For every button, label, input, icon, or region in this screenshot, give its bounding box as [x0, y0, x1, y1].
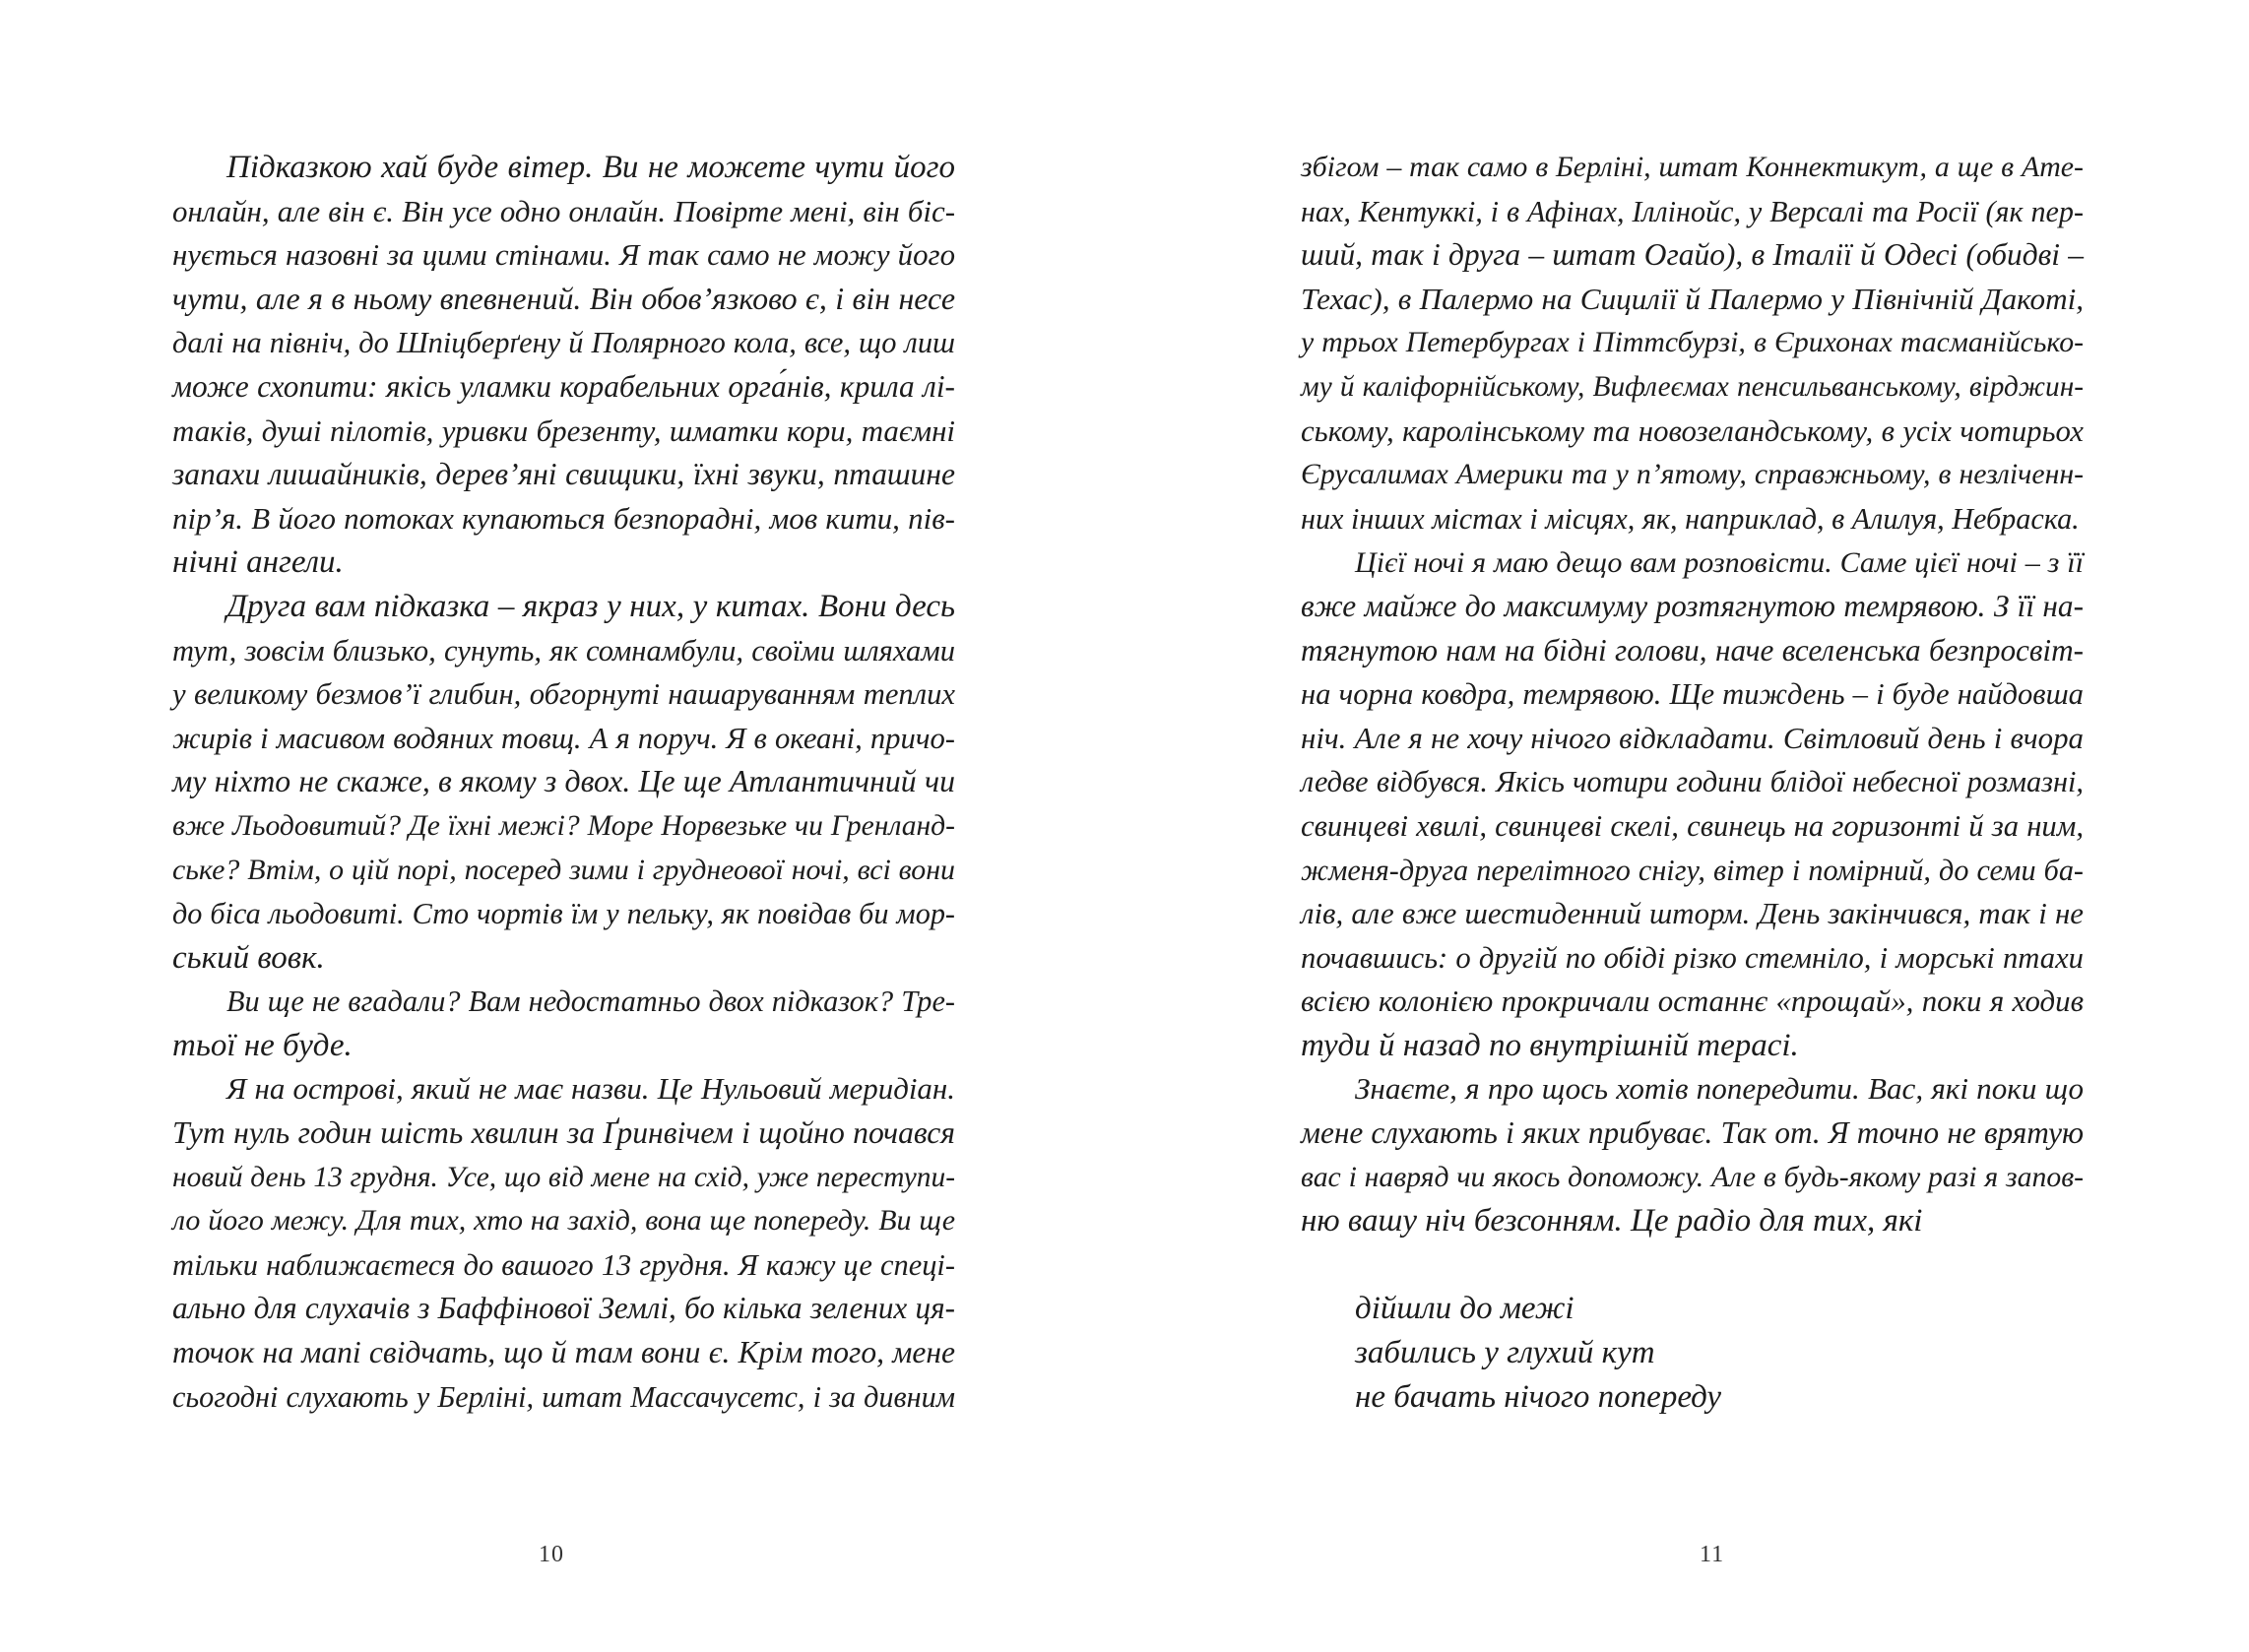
text-line: вже майже до максимуму розтягнутою темрявою. З її на- — [1301, 588, 2084, 623]
verse-spacer — [1301, 1243, 2084, 1288]
text-line: жменя-друга перелітного снігу, вітер і помірний, до семи ба- — [1301, 853, 2084, 887]
text-line: туди й назад по внутрішній терасі. — [1301, 1027, 1799, 1063]
text-line: Тут нуль годин шість хвилин за Ґринвічем і щойно почався — [172, 1115, 955, 1151]
text-line: збігом – так само в Берліні, штат Коннектикут, а ще в Ате- — [1301, 151, 2084, 183]
text-line: ське? Втім, о цій порі, посеред зими і груднеової ночі, всі вони — [172, 853, 955, 886]
right-page — [1124, 0, 2249, 1652]
text-line: ально для слухачів з Баффінової Землі, бо кілька зелених ця- — [172, 1291, 955, 1326]
text-line: тільки наближаєтеся до вашого 13 грудня. Я кажу це спеці- — [172, 1247, 955, 1282]
text-line: Єрусалимах Америки та у п’ятому, справжньому, в незліченн- — [1301, 458, 2084, 491]
text-line: мене слухають і яких прибуває. Так от. Я точно не врятую — [1301, 1115, 2084, 1151]
text-line: у трьох Петербургах і Піттсбурзі, в Єрихонах тасманійсько- — [1301, 326, 2084, 359]
text-line: Друга вам підказка – якраз у них, у китах. Вони десь — [226, 588, 955, 624]
text-line: ніч. Але я не хочу нічого відкладати. Світловий день і вчора — [1301, 720, 2084, 755]
verse-line: дійшли до межі — [1355, 1291, 1574, 1327]
text-line: Знаєте, я про щось хотів попередити. Вас, які поки що — [1355, 1071, 2084, 1107]
text-line: свинцеві хвилі, свинцеві скелі, свинець на горизонті й за ним, — [1301, 808, 2084, 843]
text-line: вже Льодовитий? Де їхні межі? Море Норвезьке чи Гренланд- — [172, 809, 955, 842]
text-line: му й каліфорнійському, Вифлеємах пенсильванському, вірджин- — [1301, 370, 2084, 403]
right-page-number: 11 — [1700, 1542, 1725, 1567]
verse-line: не бачать нічого попереду — [1355, 1378, 1722, 1415]
text-line: Цієї ночі я маю дещо вам розповісти. Саме цієї ночі – з її — [1355, 545, 2084, 580]
text-line: ло його межу. Для тих, хто на захід, вона ще попереду. Ви ще — [172, 1204, 955, 1238]
text-line: всією колонією прокричали останнє «прощай», поки я ходив — [1301, 984, 2084, 1019]
text-line: ню вашу ніч безсонням. Це радіо для тих, які — [1301, 1203, 1923, 1239]
text-line: му ніхто не скаже, в якому з двох. Це ще Атлантичний чи — [172, 764, 955, 799]
text-line: онлайн, але він є. Він усе одно онлайн. Повірте мені, він біс- — [172, 193, 955, 228]
text-line: у великому безмов’ї глибин, обгорнуті нашаруванням теплих — [172, 677, 955, 712]
left-page-number: 10 — [539, 1542, 564, 1567]
left-page-text — [172, 146, 955, 1419]
text-line: пір’я. В його потоках купаються безпорадні, мов кити, пів- — [172, 500, 955, 536]
text-line: точок на мапі свідчать, що й там вони є. Крім того, мене — [172, 1335, 955, 1370]
text-line: Я на острові, який не має назви. Це Нульовий меридіан. — [226, 1071, 955, 1107]
text-line: них інших містах і місцях, як, наприклад, в Алилуя, Небраска. — [1301, 501, 2080, 536]
left-page — [0, 0, 1124, 1652]
text-line: таків, душі пілотів, уривки брезенту, шматки кори, таємні — [172, 413, 955, 448]
text-line: сьогодні слухають у Берліні, штат Массачусетс, і за дивним — [172, 1379, 955, 1414]
text-line: чути, але я в ньому впевнений. Він обов’язково є, і він несе — [172, 281, 955, 316]
text-line: Підказкою хай буде вітер. Ви не можете чути його — [226, 150, 955, 185]
text-line: нується назовні за цими стінами. Я так само не можу його — [172, 238, 955, 273]
text-line: запахи лишайників, дерев’яні свищики, їхні звуки, пташине — [172, 457, 955, 492]
text-line: Ви ще не вгадали? Вам недостатньо двох підказок? Тре- — [226, 985, 955, 1019]
text-line: почавшись: о другій по обіді різко стемніло, і морські птахи — [1301, 940, 2084, 975]
text-line: тьої не буде. — [172, 1027, 353, 1063]
text-line: тягнутою нам на бідні голови, наче вселенська безпросвіт- — [1301, 632, 2084, 667]
text-line: далі на північ, до Шпіцберґену й Полярного кола, все, що лиш — [172, 326, 955, 360]
text-line: може схопити: якісь уламки корабельних орга́нів, крила лі- — [172, 368, 955, 404]
text-line: ший, так і друга – штат Огайо), в Італії й Одесі (обидві – — [1301, 237, 2084, 273]
text-line: ський вовк. — [172, 939, 325, 976]
text-line: новий день 13 грудня. Усе, що від мене на схід, уже переступи- — [172, 1161, 955, 1193]
text-line: нічні ангели. — [172, 544, 344, 581]
text-line: Техас), в Палермо на Сицилії й Палермо у Північній Дакоті, — [1301, 281, 2084, 316]
text-line: на чорна ковдра, темрявою. Ще тиждень – і буде найдовша — [1301, 677, 2084, 712]
text-line: до біса льодовиті. Сто чортів їм у пельку, як повідав би мор- — [172, 897, 955, 931]
verse-line: забились у глухий кут — [1355, 1335, 1655, 1371]
text-line: лів, але вже шестиденний шторм. День закінчився, так і не — [1301, 896, 2084, 931]
text-line: ледве відбувся. Якісь чотири години блідої небесної розмазні, — [1301, 765, 2084, 799]
text-line: нах, Кентуккі, і в Афінах, Іллінойс, у Версалі та Росії (як пер- — [1301, 194, 2084, 228]
right-page-text — [1301, 146, 2084, 1419]
text-line: тут, зовсім близько, сунуть, як сомнамбули, своїми шляхами — [172, 633, 955, 667]
text-line: вас і навряд чи якось допоможу. Але в будь-якому разі я запов- — [1301, 1161, 2084, 1193]
text-line: жирів і масивом водяних товщ. А я поруч. Я в океані, причо- — [172, 721, 955, 755]
text-line: ському, каролінському та новозеландському, в усіх чотирьох — [1301, 413, 2084, 448]
